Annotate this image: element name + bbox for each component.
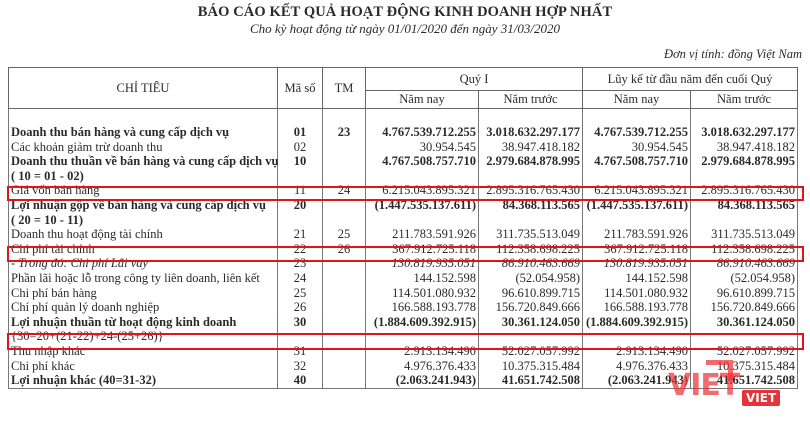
watermark-badge: VIET [742,390,780,406]
watermark-text: VIET [668,368,740,403]
row-ytd-this-year [583,169,691,184]
row-indicator: Giá vốn bán hàng [9,183,278,198]
row-q-last-year: (52.054.958) [479,271,583,286]
row-code: 21 [278,227,323,242]
row-indicator: Lợi nhuận gộp về bán hàng và cung cấp dịch vụ [9,198,278,213]
table-row [9,286,798,301]
row-code: 32 [278,359,323,374]
row-q-this-year: 166.588.193.778 [366,300,479,315]
row-q-last-year [479,329,583,344]
header-q-this-year: Năm nay [366,91,479,109]
table-row [9,154,798,169]
row-q-last-year: 30.361.124.050 [479,315,583,330]
row-q-this-year: 144.152.598 [366,271,479,286]
row-indicator: Thu nhập khác [9,344,278,359]
row-q-this-year: 2.913.134.490 [366,344,479,359]
row-ytd-last-year: 10.375.315.484 [691,359,798,374]
row-ytd-this-year: 367.912.725.118 [583,242,691,257]
row-indicator: Phần lãi hoặc lỗ trong công ty liên doanh, liên kết [9,271,278,286]
header-quarter: Quý I [366,68,583,91]
header-indicator: CHỈ TIÊU [9,68,278,109]
row-code: 31 [278,344,323,359]
row-indicator: Lợi nhuận khác (40=31-32) [9,373,278,388]
row-ytd-last-year: 38.947.418.182 [691,140,798,155]
row-note [323,271,366,286]
row-indicator: Doanh thu thuần về bán hàng và cung cấp dịch vụ [9,154,278,169]
table-row [9,344,798,359]
header-code: Mã số [278,68,323,109]
row-indicator: Các khoản giảm trừ doanh thu [9,140,278,155]
row-note [323,329,366,344]
row-code: 01 [278,125,323,140]
row-q-last-year: 38.947.418.182 [479,140,583,155]
table-row [9,213,798,228]
row-q-this-year: (1.884.609.392.915) [366,315,479,330]
row-code: 26 [278,300,323,315]
row-code [278,169,323,184]
row-note [323,256,366,271]
row-q-this-year [366,329,479,344]
row-code: 30 [278,315,323,330]
row-indicator: Lợi nhuận thuần từ hoạt động kinh doanh [9,315,278,330]
row-ytd-last-year: (52.054.958) [691,271,798,286]
row-note [323,286,366,301]
row-ytd-last-year: 2.895.316.765.430 [691,183,798,198]
table-row [9,183,798,198]
row-code: 20 [278,198,323,213]
header-note: TM [323,68,366,109]
row-note [323,359,366,374]
row-q-this-year: 4.767.539.712.255 [366,125,479,140]
row-code [278,213,323,228]
row-code: 24 [278,271,323,286]
row-note: 23 [323,125,366,140]
row-q-last-year [479,213,583,228]
row-q-this-year: 4.976.376.433 [366,359,479,374]
table-row [9,125,798,140]
row-q-this-year: (1.447.535.137.611) [366,198,479,213]
row-q-last-year: 52.027.057.992 [479,344,583,359]
row-q-last-year: 41.651.742.508 [479,373,583,388]
row-q-this-year: (2.063.241.943) [366,373,479,388]
row-indicator: Chi phí tài chính [9,242,278,257]
row-ytd-last-year: 84.368.113.565 [691,198,798,213]
row-note [323,154,366,169]
row-code [278,329,323,344]
row-note: 24 [323,183,366,198]
row-ytd-this-year: (1.884.609.392.915) [583,315,691,330]
table-row [9,300,798,315]
report-title: BÁO CÁO KẾT QUẢ HOẠT ĐỘNG KINH DOANH HỢP NHẤT [197,4,613,20]
row-ytd-last-year: 96.610.899.715 [691,286,798,301]
row-q-last-year: 2.979.684.878.995 [479,154,583,169]
row-ytd-this-year: 2.913.134.490 [583,344,691,359]
row-q-last-year: 10.375.315.484 [479,359,583,374]
row-note: 26 [323,242,366,257]
row-ytd-last-year: 86.910.463.669 [691,256,798,271]
row-ytd-this-year [583,213,691,228]
header-ytd-last-year: Năm trước [691,91,798,109]
row-ytd-this-year: 4.976.376.433 [583,359,691,374]
row-ytd-this-year: 211.783.591.926 [583,227,691,242]
row-code: 22 [278,242,323,257]
row-ytd-last-year: 41.651.742.508 [691,373,798,388]
row-ytd-this-year [583,329,691,344]
row-q-last-year: 96.610.899.715 [479,286,583,301]
table-row [9,140,798,155]
income-statement-table [8,67,798,389]
row-ytd-last-year [691,329,798,344]
row-ytd-last-year: 2.979.684.878.995 [691,154,798,169]
row-ytd-last-year: 311.735.513.049 [691,227,798,242]
row-q-this-year: 211.783.591.926 [366,227,479,242]
table-row [9,271,798,286]
row-q-last-year: 112.358.698.225 [479,242,583,257]
row-code: 23 [278,256,323,271]
header-q-last-year: Năm trước [479,91,583,109]
row-q-this-year: 30.954.545 [366,140,479,155]
row-ytd-last-year: 52.027.057.992 [691,344,798,359]
spacer-row [9,109,798,126]
row-indicator: {30=20+(21-22)+24-(25+26)} [9,329,278,344]
row-indicator: Doanh thu bán hàng và cung cấp dịch vụ [9,125,278,140]
row-ytd-last-year: 30.361.124.050 [691,315,798,330]
row-indicator: Chí phí quản lý doanh nghiệp [9,300,278,315]
row-q-this-year: 130.819.935.051 [366,256,479,271]
table-row [9,242,798,257]
row-indicator: Chi phí khác [9,359,278,374]
table-row [9,198,798,213]
row-indicator: ( 20 = 10 - 11) [9,213,278,228]
row-ytd-last-year: 3.018.632.297.177 [691,125,798,140]
row-ytd-this-year: (1.447.535.137.611) [583,198,691,213]
row-indicator: Chi phí bán hàng [9,286,278,301]
row-note [323,213,366,228]
row-ytd-this-year: 4.767.508.757.710 [583,154,691,169]
row-q-last-year: 86.910.463.669 [479,256,583,271]
row-q-this-year [366,169,479,184]
row-q-last-year: 3.018.632.297.177 [479,125,583,140]
row-note: 25 [323,227,366,242]
row-ytd-last-year: 112.358.698.225 [691,242,798,257]
row-note [323,198,366,213]
currency-unit: Đơn vị tính: đồng Việt Nam [663,47,802,61]
row-q-last-year: 311.735.513.049 [479,227,583,242]
row-ytd-last-year [691,213,798,228]
table-row [9,227,798,242]
row-note [323,344,366,359]
row-code: 11 [278,183,323,198]
row-ytd-this-year: 6.215.043.895.321 [583,183,691,198]
row-ytd-this-year: (2.063.241.943) [583,373,691,388]
row-q-this-year: 114.501.080.932 [366,286,479,301]
row-ytd-this-year: 30.954.545 [583,140,691,155]
row-note [323,373,366,388]
row-q-this-year: 367.912.725.118 [366,242,479,257]
row-q-last-year: 2.895.316.765.430 [479,183,583,198]
table-row [9,359,798,374]
report-period: Cho kỳ hoạt động từ ngày 01/01/2020 đến ngày 31/03/2020 [249,21,561,36]
row-q-this-year [366,213,479,228]
row-code: 10 [278,154,323,169]
row-ytd-this-year: 130.819.935.051 [583,256,691,271]
table-row [9,329,798,344]
row-q-last-year: 156.720.849.666 [479,300,583,315]
row-indicator: - Trong đó: Chi phí Lãi vay [9,256,278,271]
table-row [9,315,798,330]
row-code: 25 [278,286,323,301]
row-indicator: Doanh thu hoạt động tài chính [9,227,278,242]
row-note [323,315,366,330]
row-q-this-year: 4.767.508.757.710 [366,154,479,169]
row-ytd-this-year: 166.588.193.778 [583,300,691,315]
row-q-last-year: 84.368.113.565 [479,198,583,213]
header-ytd-this-year: Năm nay [583,91,691,109]
row-ytd-this-year: 144.152.598 [583,271,691,286]
row-indicator: ( 10 = 01 - 02) [9,169,278,184]
row-ytd-this-year: 4.767.539.712.255 [583,125,691,140]
row-q-this-year: 6.215.043.895.321 [366,183,479,198]
row-code: 40 [278,373,323,388]
row-ytd-last-year [691,169,798,184]
table-row [9,169,798,184]
row-q-last-year [479,169,583,184]
row-ytd-this-year: 114.501.080.932 [583,286,691,301]
table-row [9,373,798,388]
row-ytd-last-year: 156.720.849.666 [691,300,798,315]
row-note [323,300,366,315]
table-row [9,256,798,271]
row-note [323,140,366,155]
header-ytd: Lũy kế từ đầu năm đến cuối Quý [583,68,798,91]
row-code: 02 [278,140,323,155]
row-note [323,169,366,184]
